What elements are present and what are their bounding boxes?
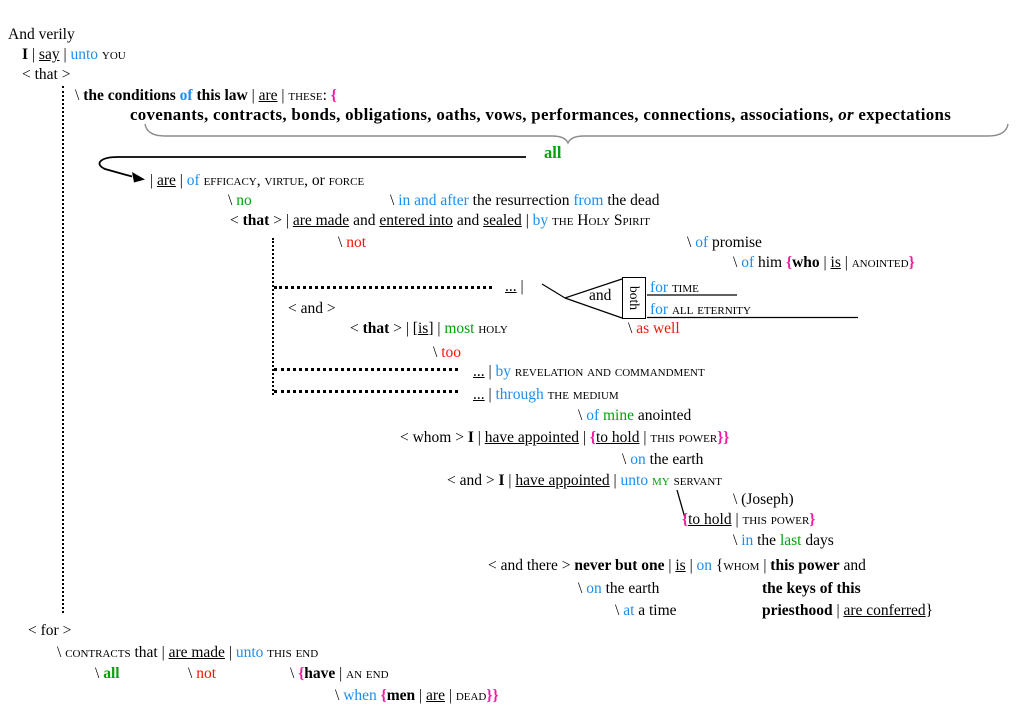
text-run: |: [819, 254, 831, 271]
text-run: is: [417, 320, 429, 337]
text-run: through: [495, 386, 544, 403]
text-run: <: [230, 212, 243, 229]
text-run: |: [609, 472, 621, 489]
line-joseph: \ (Joseph): [733, 491, 794, 508]
text-run: this power: [770, 557, 840, 574]
text-run: |: [224, 644, 236, 661]
text-run: revelation and commandment: [514, 363, 705, 380]
text-run: say: [38, 46, 60, 63]
text-run: you: [101, 46, 126, 63]
text-run: sealed: [483, 212, 522, 229]
text-run: that |: [130, 644, 169, 661]
dotted-connector-main: [62, 86, 64, 613]
text-run: that: [242, 212, 270, 229]
dotted-branch-time: [274, 286, 492, 289]
text-run: and: [452, 212, 484, 229]
line-at-a-time: [615, 602, 677, 619]
text-run: {: [682, 511, 689, 528]
text-run: have appointed: [515, 472, 610, 489]
text-run: never but one: [574, 557, 665, 574]
text-run: \: [578, 580, 587, 597]
line-as-well: [628, 320, 680, 337]
line-ellipsis-revelation: [473, 363, 705, 380]
fork-and-label: and: [589, 287, 612, 304]
line-that-marker: < that >: [22, 66, 71, 83]
line-have-an-end: [290, 665, 389, 682]
text-run: for: [650, 301, 669, 318]
line-for-time: [650, 279, 699, 296]
text-run: of: [741, 254, 755, 271]
line-no-label: [228, 192, 252, 209]
text-run: on: [630, 451, 646, 468]
line-contracts-unto-end: [57, 644, 318, 661]
dotted-branch-medium: [274, 390, 458, 393]
text-run: |: [444, 687, 456, 704]
underbrace: [145, 123, 1009, 145]
text-run: no: [236, 192, 252, 209]
text-run: and: [839, 557, 866, 574]
text-run: are made: [168, 644, 225, 661]
line-ellipsis-time: [505, 278, 524, 295]
text-run: to hold: [596, 429, 640, 446]
dotted-connector-sub: [272, 238, 274, 395]
text-run: mine: [602, 407, 634, 424]
text-run: |: [415, 687, 427, 704]
arrowhead-icon: [132, 172, 145, 183]
text-run: promise: [708, 234, 762, 251]
text-run: }: [908, 254, 915, 271]
text-run: are made: [292, 212, 350, 229]
text-run: I: [498, 472, 505, 489]
line-of-promise: [687, 234, 762, 251]
text-run: the dead: [603, 192, 660, 209]
text-run: |: [579, 429, 590, 446]
text-run: the medium: [547, 386, 619, 403]
text-run: not: [196, 665, 216, 682]
text-run: |: [175, 172, 187, 189]
text-run: who: [792, 254, 820, 271]
text-run: }}: [717, 429, 730, 446]
text-run: the conditions: [83, 87, 180, 104]
text-run: \: [615, 602, 624, 619]
text-run: unto: [70, 46, 98, 63]
text-run: |: [759, 557, 771, 574]
text-run: |: [150, 172, 157, 189]
text-run: of: [695, 234, 709, 251]
text-run: or: [838, 105, 854, 124]
text-run: |: [664, 557, 676, 574]
text-run: an end: [346, 665, 389, 682]
text-run: of: [586, 407, 600, 424]
text-run: all eternity: [671, 301, 751, 318]
text-run: \: [733, 254, 742, 271]
text-run: the earth: [601, 580, 660, 597]
text-run: and: [349, 212, 380, 229]
text-run: \: [75, 87, 84, 104]
line-and-marker: < and >: [288, 300, 336, 317]
line-ellipsis-medium: [473, 386, 619, 403]
text-run: <: [350, 320, 363, 337]
text-run: from: [573, 192, 604, 209]
line-in-the-last-days: [733, 532, 834, 549]
text-run: {: [330, 87, 337, 104]
line-when-men-dead: [335, 687, 499, 704]
text-run: whom: [723, 557, 760, 574]
text-run: men: [386, 687, 416, 704]
text-run: covenants, contracts, bonds, obligations, oaths, vows, performances, connections, associations,: [130, 105, 839, 124]
text-run: my: [651, 472, 670, 489]
line-never-but-one: [488, 557, 866, 574]
text-run: all: [103, 665, 120, 682]
text-run: days: [801, 532, 834, 549]
text-run: \: [95, 665, 104, 682]
text-run: I: [22, 46, 29, 63]
text-run: < and >: [447, 472, 499, 489]
text-run: on: [696, 557, 713, 574]
text-run: \: [188, 665, 197, 682]
line-on-the-earth-2: [578, 580, 659, 597]
text-run: }}: [486, 687, 499, 704]
text-run: \: [228, 192, 237, 209]
text-run: are: [156, 172, 176, 189]
text-run: |: [277, 87, 289, 104]
text-run: \: [578, 407, 587, 424]
line-not-label: [338, 234, 366, 251]
text-run: And verily: [8, 26, 75, 43]
dotted-branch-revelation: [274, 368, 458, 371]
text-run: |: [685, 557, 697, 574]
line-to-hold-this-power: [682, 511, 815, 528]
text-run: \: [335, 687, 344, 704]
text-run: of: [186, 172, 200, 189]
text-run: \: [687, 234, 696, 251]
text-run: > |: [269, 212, 293, 229]
text-run: to hold: [688, 511, 732, 528]
text-run: is: [675, 557, 686, 574]
fork-both-box: both: [622, 277, 646, 319]
text-run: |: [335, 665, 347, 682]
line-too-label: [433, 344, 461, 361]
text-run: this end: [267, 644, 319, 661]
line-all-2: [95, 665, 120, 682]
text-run: entered into: [379, 212, 453, 229]
text-run: |: [59, 46, 71, 63]
text-run: \: [57, 644, 66, 661]
text-run: this power: [650, 429, 718, 446]
text-run: |: [639, 429, 651, 446]
text-run: |: [504, 472, 516, 489]
text-run: contracts: [65, 644, 131, 661]
text-run: on: [586, 580, 602, 597]
text-run: \: [290, 665, 299, 682]
text-run: < and there >: [488, 557, 575, 574]
text-run: too: [441, 344, 461, 361]
line-in-and-after: [390, 192, 659, 209]
line-i-say-unto-you: [22, 46, 126, 63]
text-run: unto: [620, 472, 649, 489]
line-that-is-most-holy: [350, 320, 508, 337]
line-and-verily: [8, 26, 75, 43]
text-run: anointed: [851, 254, 909, 271]
text-run: these:: [288, 87, 327, 104]
text-run: \: [733, 532, 742, 549]
line-of-him-anointed: [733, 254, 915, 271]
text-run: the earth: [645, 451, 704, 468]
text-run: }: [809, 511, 816, 528]
text-run: the Holy Spirit: [552, 212, 650, 229]
text-run: unto: [235, 644, 264, 661]
text-run: {: [298, 665, 305, 682]
line-whom-i-have-appointed: [400, 429, 729, 446]
text-run: {: [712, 557, 724, 574]
text-run: |: [484, 386, 496, 403]
text-run: ...: [505, 278, 517, 295]
text-run: efficacy, virtue,: [203, 172, 309, 189]
text-run: ] |: [428, 320, 445, 337]
text-run: a time: [634, 602, 677, 619]
text-run: the resurrection: [468, 192, 574, 209]
text-run: are conferred: [843, 602, 926, 619]
text-run: at: [623, 602, 635, 619]
text-run: }: [925, 602, 934, 619]
text-run: this power: [742, 511, 810, 528]
text-run: this law: [192, 87, 248, 104]
text-run: are: [426, 687, 445, 704]
text-run: of: [179, 87, 193, 104]
text-run: last: [779, 532, 802, 549]
line-not-2: [188, 665, 216, 682]
line-of-mine-anointed: [578, 407, 691, 424]
line-for-marker: < for >: [28, 622, 72, 639]
text-run: \: [628, 320, 637, 337]
text-run: |: [473, 429, 485, 446]
text-run: |: [832, 602, 844, 619]
text-run: ...: [473, 386, 485, 403]
line-keys-of-this: [762, 580, 861, 597]
line-that-are-made-sealed: [230, 212, 650, 229]
text-run: the keys of this: [762, 580, 861, 597]
text-run: |: [731, 511, 743, 528]
text-run: in and after: [398, 192, 469, 209]
text-run: \: [622, 451, 631, 468]
text-run: |: [28, 46, 39, 63]
text-run: have appointed: [484, 429, 580, 446]
text-run: are: [258, 87, 278, 104]
text-run: that: [362, 320, 390, 337]
text-run: > | [: [389, 320, 418, 337]
line-conditions-of-law: [75, 87, 337, 104]
text-run: |: [484, 363, 496, 380]
text-run: in: [741, 532, 754, 549]
text-run: anointed: [633, 407, 692, 424]
line-are-of-efficacy: [150, 172, 364, 189]
text-run: have: [304, 665, 336, 682]
text-run: servant: [673, 472, 723, 489]
line-for-all-eternity: [650, 301, 751, 318]
line-covenant-list: [130, 106, 951, 123]
text-run: or: [308, 172, 329, 189]
text-run: by: [532, 212, 549, 229]
text-run: by: [495, 363, 511, 380]
text-run: \: [338, 234, 347, 251]
text-run: |: [516, 278, 524, 295]
text-run: force: [328, 172, 365, 189]
text-run: |: [840, 254, 852, 271]
line-on-the-earth-1: [622, 451, 703, 468]
text-run: < whom >: [400, 429, 468, 446]
text-run: {: [589, 429, 596, 446]
text-run: {: [380, 687, 387, 704]
line-all-label: [544, 144, 561, 161]
text-run: I: [467, 429, 474, 446]
text-run: \: [433, 344, 442, 361]
text-run: most: [444, 320, 475, 337]
line-priesthood-conferred: [762, 602, 933, 619]
text-run: dead: [455, 687, 487, 704]
line-and-i-have-appointed: [447, 472, 722, 489]
text-run: him: [754, 254, 786, 271]
text-run: not: [346, 234, 366, 251]
text-run: for: [650, 279, 669, 296]
text-run: the: [753, 532, 780, 549]
text-run: {: [785, 254, 793, 271]
text-run: time: [671, 279, 699, 296]
text-run: as well: [636, 320, 680, 337]
text-run: is: [830, 254, 841, 271]
text-run: |: [521, 212, 533, 229]
text-run: holy: [478, 320, 508, 337]
text-run: \: [390, 192, 399, 209]
text-run: ...: [473, 363, 485, 380]
text-run: |: [247, 87, 259, 104]
text-run: all: [544, 143, 562, 162]
text-run: when: [343, 687, 377, 704]
text-run: priesthood: [762, 602, 833, 619]
text-run: expectations: [853, 105, 952, 124]
